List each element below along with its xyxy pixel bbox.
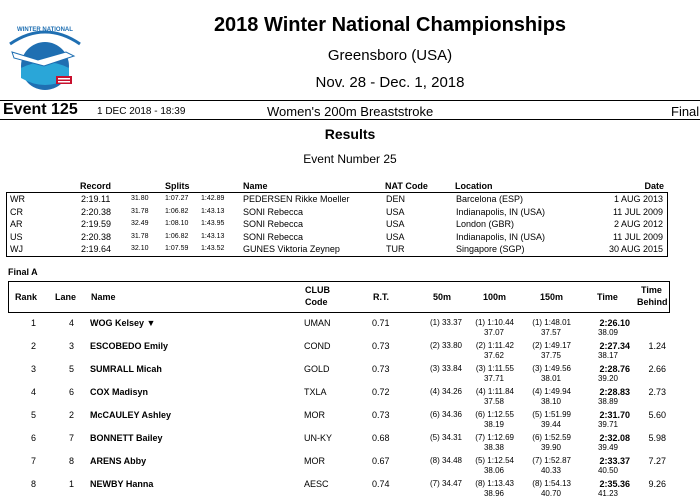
athlete-name: WOG Kelsey ▼ — [90, 318, 156, 328]
club-code: TXLA — [304, 387, 327, 397]
final-lap: 39.20 — [597, 374, 618, 383]
record-time: 2:19.64 — [81, 244, 112, 255]
split-150m-lap: 37.75 — [540, 351, 561, 360]
final-time: 2:31.70 — [599, 410, 630, 420]
split-100m-lap: 38.38 — [483, 443, 504, 452]
final-lap: 38.89 — [597, 397, 618, 406]
split-150m: (2) 1:49.17 — [532, 341, 571, 350]
split-50m: (5) 34.31 — [429, 433, 462, 442]
result-rank: 7 — [30, 456, 36, 466]
record-split: 1:43.95 — [201, 220, 225, 228]
split-100m: (3) 1:11.55 — [475, 364, 514, 373]
records-header — [6, 180, 668, 192]
reaction-time: 0.73 — [372, 410, 390, 420]
record-nat: USA — [386, 231, 405, 242]
record-split: 31.78 — [131, 232, 149, 240]
record-holder: PEDERSEN Rikke Moeller — [243, 194, 350, 204]
reaction-time: 0.74 — [372, 479, 390, 489]
athlete-name: BONNETT Bailey — [90, 433, 163, 443]
record-holder: SONI Rebecca — [243, 231, 304, 242]
split-100m-lap: 38.96 — [483, 489, 504, 498]
result-row — [8, 476, 670, 499]
record-location: London (GBR) — [456, 219, 515, 230]
time-behind: 5.98 — [648, 433, 666, 443]
championship-logo — [4, 18, 86, 94]
record-row — [7, 193, 667, 206]
final-time: 2:27.34 — [599, 341, 630, 351]
record-location: Barcelona (ESP) — [456, 194, 524, 204]
final-label: Final A — [8, 267, 38, 277]
result-row — [8, 315, 670, 338]
split-150m: (4) 1:49.94 — [532, 387, 571, 396]
split-150m-lap: 38.01 — [540, 374, 561, 383]
record-split: 31.78 — [131, 207, 149, 215]
record-holder: SONI Rebecca — [243, 206, 304, 217]
50m-col-header: 50m — [433, 292, 452, 302]
split-100m-lap: 37.58 — [483, 397, 504, 406]
split-50m: (4) 34.26 — [429, 387, 462, 396]
result-rank: 5 — [30, 410, 36, 420]
150m-col-header: 150m — [540, 292, 564, 302]
result-row — [8, 453, 670, 476]
club-code: GOLD — [304, 364, 330, 374]
record-date: 11 JUL 2009 — [612, 206, 663, 217]
split-150m-lap: 40.33 — [540, 466, 561, 475]
meet-dates: Nov. 28 - Dec. 1, 2018 — [315, 74, 465, 91]
result-lane: 7 — [68, 433, 74, 443]
record-code: WJ — [10, 244, 23, 255]
behind-col-header: Time — [641, 285, 662, 295]
split-100m-lap: 38.06 — [483, 466, 504, 475]
split-150m-lap: 40.70 — [540, 489, 561, 498]
final-time: 2:28.83 — [599, 387, 630, 397]
time-behind: 2.66 — [648, 364, 666, 374]
athlete-name: NEWBY Hanna — [90, 479, 154, 489]
split-150m-lap: 39.44 — [540, 420, 561, 429]
record-row — [7, 218, 667, 231]
record-date: 2 AUG 2012 — [613, 219, 663, 230]
name-col-header: Name — [243, 181, 268, 191]
records-table — [6, 180, 668, 257]
record-code: WR — [10, 194, 25, 204]
athlete-name: COX Madisyn — [90, 387, 149, 397]
result-rank: 8 — [30, 479, 36, 489]
records-box — [6, 192, 668, 257]
results-rows — [8, 313, 670, 499]
100m-col-header: 100m — [483, 292, 507, 302]
code-col-header: Code — [305, 297, 328, 307]
record-location: Indianapolis, IN (USA) — [456, 206, 546, 217]
split-50m: (8) 34.48 — [429, 456, 462, 465]
record-nat: USA — [386, 219, 405, 230]
record-code: CR — [10, 206, 23, 217]
result-lane: 6 — [68, 387, 74, 397]
record-time: 2:20.38 — [81, 231, 112, 242]
event-name: Women's 200m Breaststroke — [267, 104, 434, 119]
split-100m: (5) 1:12.54 — [475, 456, 514, 465]
record-code: AR — [10, 219, 23, 230]
record-nat: USA — [386, 206, 405, 217]
result-rank: 1 — [30, 318, 36, 328]
split-100m: (2) 1:11.42 — [475, 341, 514, 350]
time-col-header: Time — [597, 292, 618, 302]
time-behind: 2.73 — [648, 387, 666, 397]
record-split: 1:43.13 — [201, 232, 225, 240]
splits-col-header: Splits — [165, 181, 190, 191]
split-100m-lap: 37.71 — [483, 374, 504, 383]
record-split: 1:07.59 — [165, 245, 189, 253]
result-lane: 8 — [68, 456, 74, 466]
reaction-time: 0.73 — [372, 364, 390, 374]
record-time: 2:20.38 — [81, 206, 112, 217]
event-number: Event 125 — [3, 101, 78, 118]
split-100m: (8) 1:13.43 — [475, 479, 514, 488]
result-lane: 1 — [68, 479, 74, 489]
meet-title: 2018 Winter National Championships — [213, 14, 567, 36]
event-number-text: Event Number 25 — [303, 152, 397, 166]
result-row — [8, 361, 670, 384]
record-time: 2:19.11 — [81, 194, 111, 204]
record-split: 1:07.27 — [165, 195, 189, 202]
behind-col-header-2: Behind — [637, 297, 668, 307]
result-row — [8, 430, 670, 453]
time-behind: 7.27 — [648, 456, 666, 466]
final-lap: 39.71 — [597, 420, 618, 429]
record-holder: SONI Rebecca — [243, 219, 304, 230]
split-100m: (6) 1:12.55 — [475, 410, 514, 419]
final-lap: 41.23 — [597, 489, 618, 498]
time-behind: 1.24 — [648, 341, 666, 351]
split-150m: (6) 1:52.59 — [532, 433, 571, 442]
final-time: 2:26.10 — [599, 318, 630, 328]
result-rank: 2 — [30, 341, 36, 351]
reaction-time: 0.67 — [372, 456, 390, 466]
record-split: 1:43.52 — [201, 245, 225, 253]
split-50m: (7) 34.47 — [429, 479, 462, 488]
divider — [0, 100, 700, 101]
reaction-time: 0.71 — [372, 318, 390, 328]
rank-col-header: Rank — [15, 292, 38, 302]
club-code: MOR — [304, 410, 325, 420]
record-location: Indianapolis, IN (USA) — [456, 231, 546, 242]
athlete-name: ARENS Abby — [90, 456, 147, 466]
lane-col-header: Lane — [55, 292, 77, 302]
split-100m: (1) 1:10.44 — [475, 318, 514, 327]
club-col-header: CLUB — [305, 285, 330, 295]
record-code: US — [10, 231, 23, 242]
time-behind: 5.60 — [648, 410, 666, 420]
final-lap: 40.50 — [597, 466, 618, 475]
results-header — [8, 281, 670, 313]
results-heading: Results — [324, 126, 376, 142]
club-code: AESC — [304, 479, 329, 489]
record-holder: GUNES Viktoria Zeynep — [243, 244, 340, 255]
athlete-name: ESCOBEDO Emily — [90, 341, 169, 351]
record-date: 30 AUG 2015 — [608, 244, 663, 255]
split-150m: (5) 1:51.99 — [532, 410, 571, 419]
athlete-name: SUMRALL Micah — [90, 364, 162, 374]
split-150m-lap: 38.10 — [540, 397, 561, 406]
event-datetime: 1 DEC 2018 - 18:39 — [97, 106, 186, 117]
record-nat: TUR — [386, 244, 405, 255]
split-150m: (7) 1:52.87 — [532, 456, 571, 465]
record-row — [7, 206, 667, 219]
split-150m-lap: 39.90 — [540, 443, 561, 452]
final-time: 2:33.37 — [599, 456, 630, 466]
time-behind: 9.26 — [648, 479, 666, 489]
split-50m: (2) 33.80 — [429, 341, 462, 350]
record-split: 1:06.82 — [165, 232, 189, 240]
split-100m-lap: 38.19 — [483, 420, 504, 429]
event-phase: Final — [671, 104, 700, 119]
final-time: 2:32.08 — [599, 433, 630, 443]
record-split: 1:08.10 — [165, 220, 189, 228]
result-lane: 5 — [68, 364, 74, 374]
reaction-time: 0.68 — [372, 433, 390, 443]
club-code: UN-KY — [304, 433, 333, 443]
split-100m-lap: 37.07 — [483, 328, 504, 337]
record-time: 2:19.59 — [81, 219, 112, 230]
final-time: 2:28.76 — [599, 364, 630, 374]
split-150m: (8) 1:54.13 — [532, 479, 571, 488]
split-50m: (3) 33.84 — [429, 364, 462, 373]
split-50m: (1) 33.37 — [429, 318, 462, 327]
logo-text: WINTER NATIONAL — [17, 27, 73, 33]
meet-location: Greensboro (USA) — [327, 47, 453, 64]
result-row — [8, 384, 670, 407]
club-code: UMAN — [304, 318, 331, 328]
record-split: 32.49 — [131, 220, 149, 228]
divider — [0, 119, 700, 120]
record-col-header: Record — [80, 181, 112, 191]
athlete-name: McCAULEY Ashley — [90, 410, 172, 420]
record-location: Singapore (SGP) — [456, 244, 525, 255]
rt-col-header: R.T. — [373, 292, 390, 302]
record-date: 11 JUL 2009 — [612, 231, 663, 242]
result-rank: 4 — [30, 387, 36, 397]
date-col-header: Date — [644, 181, 664, 191]
record-split: 1:43.13 — [201, 207, 225, 215]
final-lap: 38.17 — [597, 351, 618, 360]
split-150m: (3) 1:49.56 — [532, 364, 571, 373]
result-lane: 2 — [68, 410, 74, 420]
reaction-time: 0.73 — [372, 341, 390, 351]
record-row — [7, 243, 667, 256]
record-split: 1:06.82 — [165, 207, 189, 215]
split-50m: (6) 34.36 — [429, 410, 462, 419]
final-lap: 38.09 — [597, 328, 618, 337]
split-150m: (1) 1:48.01 — [532, 318, 571, 327]
record-date: 1 AUG 2013 — [613, 194, 663, 204]
results-table — [8, 281, 670, 499]
record-split: 1:42.89 — [201, 195, 225, 202]
club-code: MOR — [304, 456, 325, 466]
record-nat: DEN — [386, 194, 406, 204]
split-100m-lap: 37.62 — [483, 351, 504, 360]
split-100m: (7) 1:12.69 — [475, 433, 514, 442]
split-150m-lap: 37.57 — [540, 328, 561, 337]
record-split: 32.10 — [131, 245, 149, 253]
split-100m: (4) 1:11.84 — [475, 387, 514, 396]
result-row — [8, 338, 670, 361]
result-lane: 3 — [68, 341, 74, 351]
name-col-header: Name — [91, 292, 116, 302]
final-time: 2:35.36 — [599, 479, 630, 489]
club-code: COND — [304, 341, 331, 351]
nat-col-header: NAT Code — [385, 181, 428, 191]
record-split: 31.80 — [131, 195, 149, 202]
result-rank: 3 — [30, 364, 36, 374]
result-lane: 4 — [68, 318, 74, 328]
result-rank: 6 — [30, 433, 36, 443]
record-row — [7, 231, 667, 244]
reaction-time: 0.72 — [372, 387, 390, 397]
result-row — [8, 407, 670, 430]
final-lap: 39.49 — [597, 443, 618, 452]
location-col-header: Location — [455, 181, 493, 191]
